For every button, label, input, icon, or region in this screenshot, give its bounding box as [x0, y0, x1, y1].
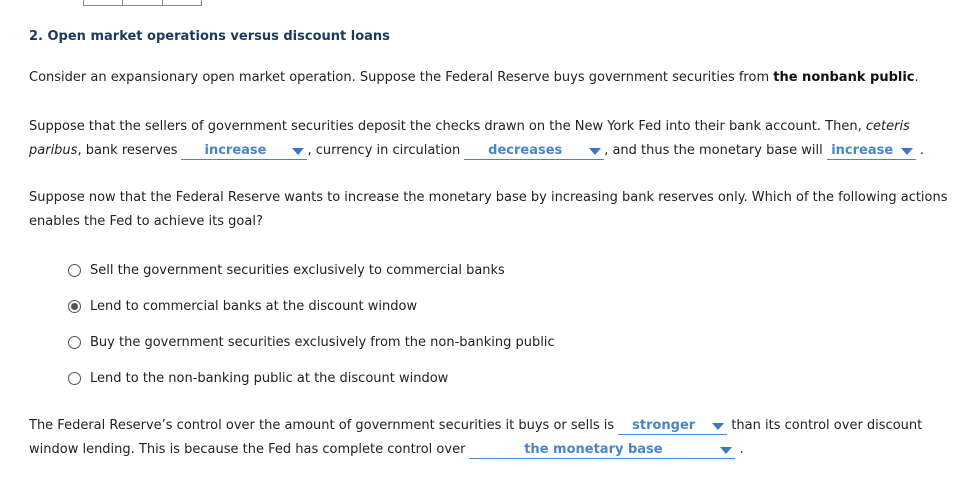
intro-bold-text: the nonbank public: [773, 70, 915, 85]
deposit-text-d: , and thus the monetary base will: [604, 143, 823, 158]
top-tab-cell: [84, 0, 123, 5]
monetary-base-dropdown[interactable]: [827, 142, 916, 160]
deposit-text-c: , currency in circulation: [307, 143, 461, 158]
chevron-down-icon: [589, 148, 601, 155]
answer-option-label: Lend to commercial banks at the discount window: [90, 298, 418, 314]
reserves-dropdown-value: increase: [204, 143, 267, 158]
chevron-down-icon: [292, 148, 304, 155]
deposit-text-b: , bank reserves: [77, 143, 178, 158]
chevron-down-icon: [712, 423, 724, 430]
chevron-down-icon: [901, 148, 913, 155]
control-end: .: [739, 442, 744, 457]
intro-paragraph: [29, 66, 949, 90]
control-strength-dropdown-value: stronger: [632, 418, 696, 433]
answer-option[interactable]: [68, 288, 555, 324]
control-text-a: The Federal Reserve’s control over the amount of government securities it buys or sells is: [29, 418, 615, 433]
top-tab-strip: [83, 0, 202, 6]
question-title: 2. Open market operations versus discount loans: [29, 29, 390, 44]
answer-option-label: Buy the government securities exclusively from the non-banking public: [90, 334, 555, 350]
intro-end: .: [914, 70, 919, 85]
answer-options: [68, 252, 555, 396]
currency-dropdown[interactable]: [464, 142, 604, 160]
ceteris-paribus-text: ceteris paribus: [29, 119, 910, 158]
deposit-end: .: [919, 143, 924, 158]
radio-button[interactable]: [68, 264, 81, 277]
goal-paragraph: Suppose now that the Federal Reserve wants to increase the monetary base by increasing bank reserves only. Which of the following actions enables the Fed to achieve its goal?: [29, 190, 948, 229]
control-text-b: than its control over discount window lending. This is because the Fed has complete control over: [29, 418, 923, 457]
intro-text: Consider an expansionary open market operation. Suppose the Federal Reserve buys government securities from: [29, 70, 774, 85]
top-tab-cell: [163, 0, 201, 5]
answer-option-label: Lend to the non-banking public at the discount window: [90, 370, 449, 386]
top-tab-cell: [123, 0, 162, 5]
answer-option[interactable]: [68, 252, 555, 288]
monetary-base-dropdown-value: increase: [831, 143, 894, 158]
radio-button[interactable]: [68, 336, 81, 349]
answer-option[interactable]: [68, 360, 555, 396]
chevron-down-icon: [720, 447, 732, 454]
radio-button-selected[interactable]: [68, 300, 81, 313]
control-strength-dropdown[interactable]: [618, 417, 727, 435]
radio-button[interactable]: [68, 372, 81, 385]
complete-control-dropdown-value: the monetary base: [524, 442, 663, 457]
answer-option-label: Sell the government securities exclusively to commercial banks: [90, 262, 505, 278]
reserves-dropdown[interactable]: [181, 142, 307, 160]
deposit-paragraph: [29, 115, 949, 163]
answer-option[interactable]: [68, 324, 555, 360]
complete-control-dropdown[interactable]: [469, 441, 735, 459]
currency-dropdown-value: decreases: [488, 143, 563, 158]
deposit-text-a: Suppose that the sellers of government securities deposit the checks drawn on the New York Fed into their bank account. Then,: [29, 119, 866, 134]
control-paragraph: [29, 414, 949, 462]
